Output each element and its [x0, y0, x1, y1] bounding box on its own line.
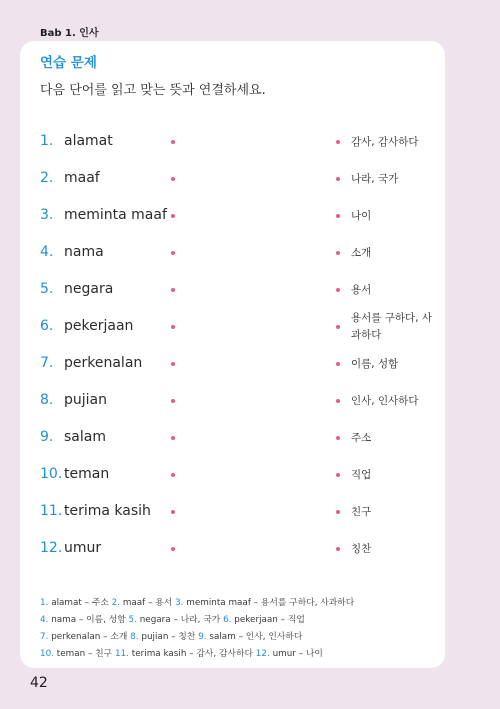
- right-connector-dot[interactable]: [336, 140, 340, 144]
- indonesian-word: salam: [64, 429, 106, 445]
- right-connector-dot[interactable]: [336, 214, 340, 218]
- answer-text: maaf – 용서: [122, 598, 173, 608]
- left-connector-dot[interactable]: [171, 214, 175, 218]
- korean-meaning: 용서를 구하다, 사과하다: [351, 312, 433, 341]
- answer-text: pekerjaan – 직업: [234, 615, 305, 625]
- item-number: 5.: [40, 281, 54, 297]
- right-connector-dot[interactable]: [336, 510, 340, 514]
- right-connector-dot[interactable]: [336, 362, 340, 366]
- korean-meaning: 이름, 성함: [351, 358, 399, 370]
- korean-meaning: 용서: [351, 284, 372, 296]
- indonesian-word: meminta maaf: [64, 207, 167, 223]
- indonesian-word: perkenalan: [64, 355, 143, 371]
- answer-text: meminta maaf – 용서를 구하다, 사과하다: [186, 598, 355, 608]
- answer-text: teman – 친구: [56, 649, 113, 659]
- korean-meaning: 나라, 국가: [351, 173, 399, 185]
- korean-meaning: 나이: [351, 210, 372, 222]
- answer-number: 1.: [40, 598, 49, 608]
- right-connector-dot[interactable]: [336, 399, 340, 403]
- left-connector-dot[interactable]: [171, 362, 175, 366]
- matching-row: [20, 392, 445, 429]
- exercise-title: 연습 문제: [40, 55, 97, 71]
- answer-line: [40, 646, 440, 663]
- answer-line: [40, 595, 440, 612]
- indonesian-word: alamat: [64, 133, 113, 149]
- answer-text: salam – 인사, 인사하다: [209, 632, 303, 642]
- answer-text: perkenalan – 소개: [51, 632, 128, 642]
- matching-row: [20, 466, 445, 503]
- right-connector-dot[interactable]: [336, 288, 340, 292]
- answer-number: 10.: [40, 649, 54, 659]
- indonesian-word: pekerjaan: [64, 318, 134, 334]
- indonesian-word: umur: [64, 540, 102, 556]
- item-number: 4.: [40, 244, 54, 260]
- korean-meaning: 친구: [351, 506, 372, 518]
- item-number: 10.: [40, 466, 63, 482]
- item-number: 2.: [40, 170, 54, 186]
- right-connector-dot[interactable]: [336, 547, 340, 551]
- item-number: 11.: [40, 503, 63, 519]
- answer-number: 11.: [114, 649, 129, 659]
- item-number: 3.: [40, 207, 54, 223]
- matching-row: [20, 244, 445, 281]
- answer-text: negara – 나라, 국가: [139, 615, 221, 625]
- matching-row: [20, 312, 445, 355]
- korean-meaning: 인사, 인사하다: [351, 395, 419, 407]
- matching-row: [20, 170, 445, 207]
- chapter-heading: Bab 1. 인사: [40, 28, 99, 39]
- indonesian-word: nama: [64, 244, 104, 260]
- left-connector-dot[interactable]: [171, 251, 175, 255]
- item-number: 7.: [40, 355, 54, 371]
- answer-line: [40, 629, 440, 646]
- matching-row: [20, 429, 445, 466]
- answer-number: 2.: [111, 598, 121, 608]
- indonesian-word: maaf: [64, 170, 100, 186]
- answer-number: 9.: [198, 632, 207, 642]
- item-number: 1.: [40, 133, 54, 149]
- answer-number: 5.: [128, 615, 137, 625]
- answer-number: 3.: [175, 598, 184, 608]
- left-connector-dot[interactable]: [171, 436, 175, 440]
- korean-meaning: 칭찬: [351, 543, 372, 555]
- right-connector-dot[interactable]: [336, 251, 340, 255]
- left-connector-dot[interactable]: [171, 473, 175, 477]
- answer-number: 7.: [40, 632, 49, 642]
- item-number: 12.: [40, 540, 63, 556]
- indonesian-word: teman: [64, 466, 110, 482]
- answer-text: alamat – 주소: [51, 598, 109, 608]
- item-number: 9.: [40, 429, 54, 445]
- korean-meaning: 주소: [351, 432, 372, 444]
- left-connector-dot[interactable]: [171, 510, 175, 514]
- answer-number: 4.: [40, 615, 49, 625]
- left-connector-dot[interactable]: [171, 140, 175, 144]
- answer-text: umur – 나이: [272, 649, 323, 659]
- item-number: 8.: [40, 392, 54, 408]
- right-connector-dot[interactable]: [336, 325, 340, 329]
- korean-meaning: 직업: [351, 469, 372, 481]
- indonesian-word: terima kasih: [64, 503, 151, 519]
- korean-meaning: 감사, 감사하다: [351, 136, 419, 148]
- answer-number: 6.: [223, 615, 232, 625]
- answer-line: [40, 612, 440, 629]
- answer-text: terima kasih – 감사, 감사하다: [131, 649, 253, 659]
- korean-meaning: 소개: [351, 247, 372, 259]
- answer-number: 8.: [130, 632, 139, 642]
- right-connector-dot[interactable]: [336, 436, 340, 440]
- matching-row: [20, 355, 445, 392]
- matching-row: [20, 133, 445, 170]
- answer-text: pujian – 칭찬: [141, 632, 196, 642]
- answer-text: nama – 이름, 성함: [51, 615, 126, 625]
- indonesian-word: pujian: [64, 392, 107, 408]
- matching-row: [20, 503, 445, 540]
- exercise-card: [20, 41, 445, 668]
- matching-row: [20, 207, 445, 244]
- left-connector-dot[interactable]: [171, 325, 175, 329]
- right-connector-dot[interactable]: [336, 177, 340, 181]
- answer-number: 12.: [255, 649, 270, 659]
- page-number: 42: [30, 675, 48, 691]
- left-connector-dot[interactable]: [171, 547, 175, 551]
- indonesian-word: negara: [64, 281, 114, 297]
- matching-row: [20, 540, 445, 577]
- exercise-instruction: 다음 단어를 읽고 맞는 뜻과 연결하세요.: [40, 83, 266, 98]
- answer-key: [40, 595, 440, 663]
- left-connector-dot[interactable]: [171, 288, 175, 292]
- item-number: 6.: [40, 318, 54, 334]
- right-connector-dot[interactable]: [336, 473, 340, 477]
- left-connector-dot[interactable]: [171, 399, 175, 403]
- left-connector-dot[interactable]: [171, 177, 175, 181]
